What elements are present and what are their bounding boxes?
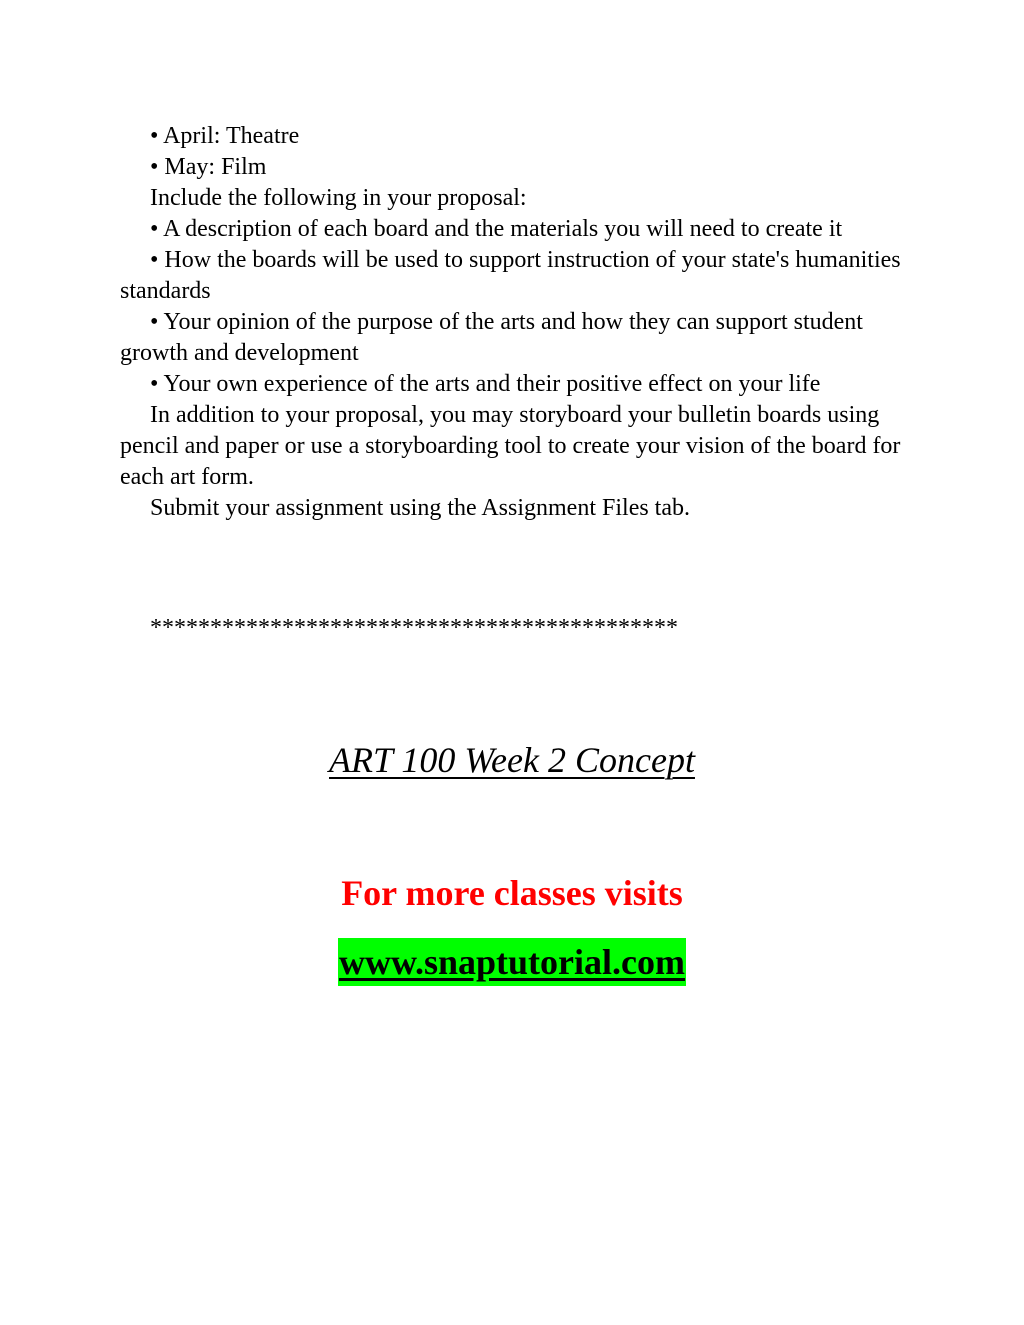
list-item-experience: • Your own experience of the arts and their positive effect on your life	[150, 371, 821, 397]
assignment-instructions	[120, 121, 910, 524]
site-link[interactable]: www.snaptutorial.com	[338, 938, 686, 986]
proposal-intro: Include the following in your proposal:	[150, 185, 527, 211]
site-link-container	[0, 938, 1024, 986]
submit-instruction: Submit your assignment using the Assignment Files tab.	[150, 495, 690, 521]
list-item-may: • May: Film	[150, 154, 267, 180]
list-item-description: • A description of each board and the materials you will need to create it	[150, 216, 843, 242]
list-item-standards: • How the boards will be used to support instruction of your state's humanities standards	[120, 247, 901, 304]
storyboard-paragraph: In addition to your proposal, you may storyboard your bulletin boards using pencil and paper or use a storyboarding tool to create your vision of the board for each art form.	[120, 402, 901, 490]
promo-text: For more classes visits	[341, 873, 683, 913]
list-item-april: • April: Theatre	[150, 123, 300, 149]
page-title: ART 100 Week 2 Concept	[329, 740, 695, 780]
list-item-opinion: • Your opinion of the purpose of the arts and how they can support student growth and development	[120, 309, 863, 366]
asterisk-separator: ********************************************	[150, 615, 678, 641]
